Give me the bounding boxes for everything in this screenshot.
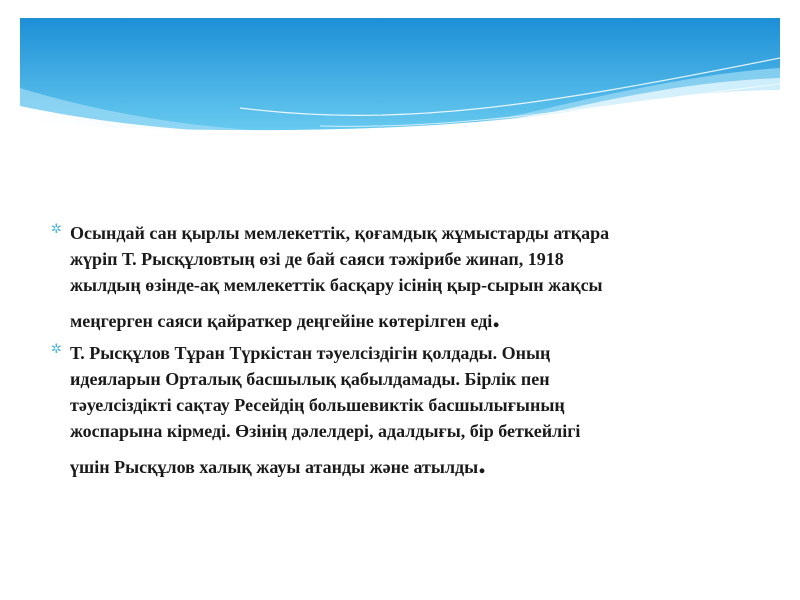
end-mark: .: [492, 301, 500, 334]
paragraph-line: меңгерген саяси қайраткер деңгейіне көтерілген еді: [70, 311, 493, 331]
paragraph-line: жоспарына кірмеді. Өзінің дәлелдері, адалдығы, бір беткейлігі: [70, 421, 581, 441]
bullet-list: [45, 220, 745, 486]
wave-banner: [20, 18, 780, 143]
paragraph-line: жүріп Т. Рысқұловтың өзі де бай саяси тәжірибе жинап, 1918: [70, 249, 564, 269]
paragraph-line: Т. Рысқұлов Тұран Түркістан тәуелсіздігін қолдады. Оның: [70, 343, 551, 363]
bullet-item: [45, 340, 745, 480]
paragraph-line: үшін Рысқұлов халық жауы атанды және атылды: [70, 457, 479, 477]
star-bullet-icon: ✲: [51, 342, 62, 357]
end-mark: .: [478, 447, 486, 480]
paragraph-line: жылдың өзінде-ақ мемлекеттік басқару ісінің қыр-сырын жақсы: [70, 275, 603, 295]
bullet-item: [45, 220, 745, 334]
paragraph-line: тәуелсіздікті сақтау Ресейдің большевиктік басшылығының: [70, 395, 565, 415]
paragraph-line: Осындай сан қырлы мемлекеттік, қоғамдық жұмыстарды атқара: [70, 223, 610, 243]
paragraph-line: идеяларын Орталық басшылық қабылдамады. Бірлік пен: [70, 369, 550, 389]
star-bullet-icon: ✲: [51, 222, 62, 237]
